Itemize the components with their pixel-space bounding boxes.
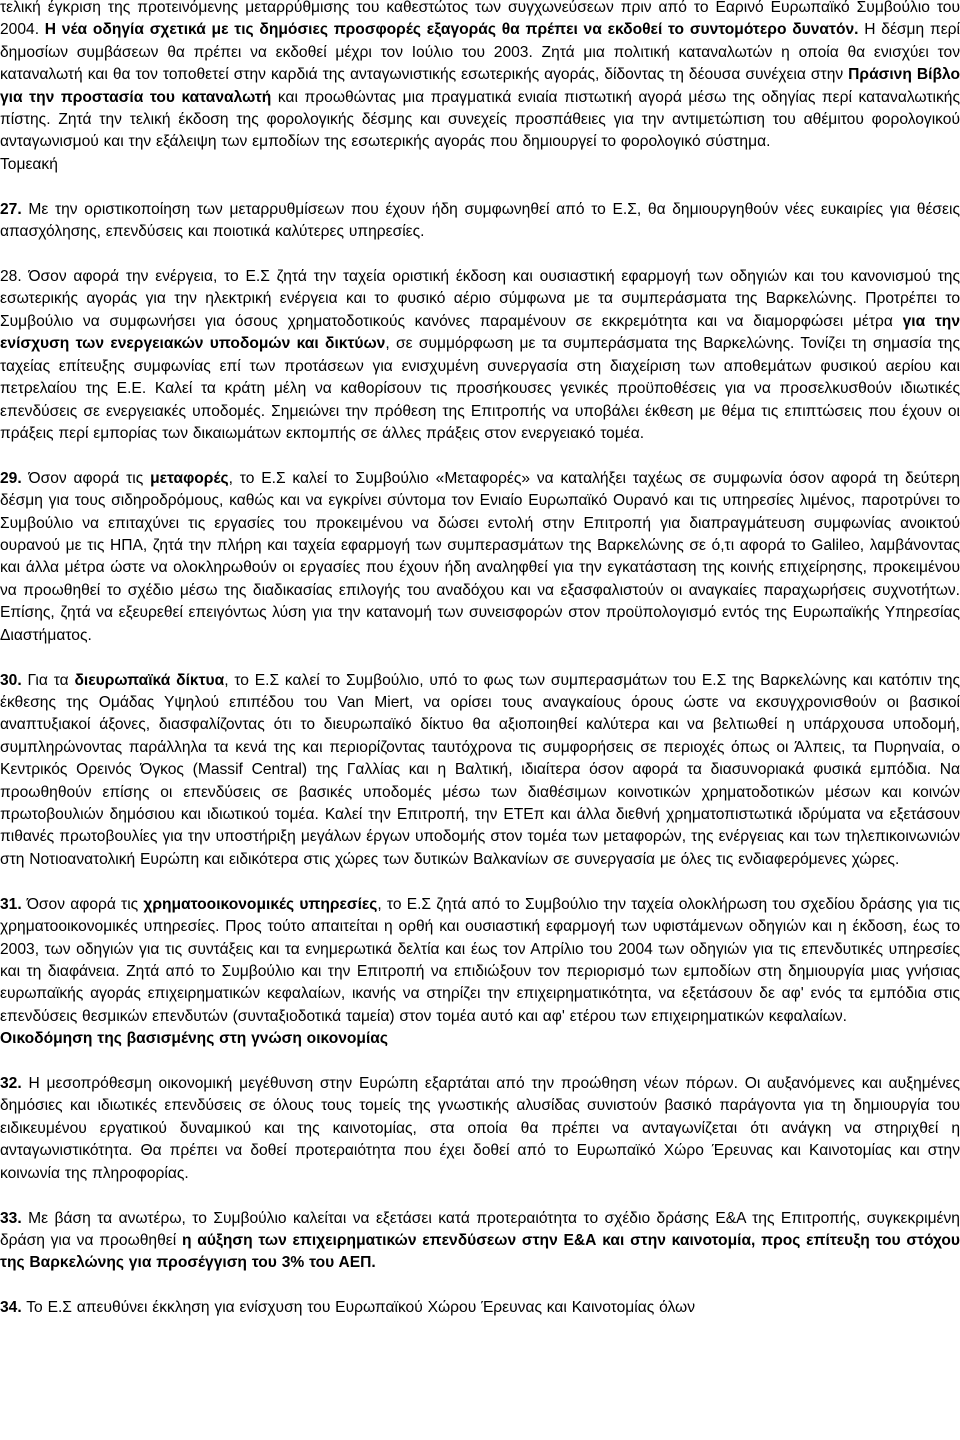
paragraph-bold-1: διευρωπαϊκά δίκτυα (74, 671, 225, 689)
paragraph-text-1: Με βάση τα ανωτέρω, το Συμβούλιο καλείται να εξετάσει κατά προτεραιότητα το σχέδιο δράσης Ε&Α της Επιτροπής, συγκεκριμένη δράση για να προωθηθεί (0, 1209, 960, 1249)
paragraph-text-2: , το Ε.Σ ζητά από το Συμβούλιο την ταχεία ολοκλήρωση του σχεδίου δράσης για τις χρηματοοικονομικές υπηρεσίες. Προς τούτο απαιτείται η ορθή και ουσιαστική εφαρμογή των υφιστάμενων οδηγιών και η έκδοση, έως το 2003, των οδηγιών για τις συντάξεις και τα ενημερωτικά δελτία και έως τον Απρίλιο του 2004 των οδηγιών για τις επενδυτικές υπηρεσίες και τη διαφάνεια. Ζητά από το Συμβούλιο και την Επιτροπή να επιδιώξουν τον περιορισμό των εμποδίων στη δημιουργία μιας γνήσιας ευρωπαϊκής αγοράς επιχειρηματικών κεφαλαίων, ικανής να στηρίζει την επιχειρηματικότητα, να εξετάσουν δε αφ' ενός τα εμπόδια στις επενδύσεις θεσμικών επενδυτών (συνταξιοδοτικά ταμεία) στον τομέα αυτό και αφ' ετέρου των επιχειρηματικών κεφαλαίων. (0, 895, 960, 1025)
paragraph-bold-1: μεταφορές (150, 469, 229, 487)
section-title-sectoral: Τομεακή (0, 155, 58, 173)
paragraph-text-1: Όσον αφορά την ενέργεια, το Ε.Σ ζητά την ταχεία οριστική έκδοση και ουσιαστική εφαρμογή των οδηγιών και του κανονισμού της εσωτερικής αγοράς για την ηλεκτρική ενέργεια και το φυσικό αέριο σύμφωνα με τα συμπεράσματα της Βαρκελώνης. Προτρέπει το Συμβούλιο να συμφωνήσει για όσους χρηματοδοτικούς κανόνες παραμένουν σε εκκρεμότητα και να διαμορφώσει μέτρα (0, 268, 960, 330)
heading-knowledge-economy: Οικοδόμηση της βασισμένης στη γνώση οικονομίας (0, 1030, 389, 1048)
paragraph-31 (0, 894, 960, 1028)
intro-text-2: Η δέσμη περί δημοσίων συμβάσεων θα πρέπει να εκδοθεί μέχρι τον Ιούλιο του 2003. Ζητά μια πολιτική καταναλωτών η οποία θα ενισχύει τον καταναλωτή και θα τον τοποθετεί στην καρδιά της ανταγωνιστικής εσωτερικής αγοράς, δίδοντας τη δέουσα συνέχεια στην (0, 21, 960, 84)
intro-text-1: τελική έγκριση της προτεινόμενης μεταρρύθμισης του καθεστώτος των συγχωνεύσεων πριν από το Εαρινό Ευρωπαϊκό Συμβούλιο του 2004. (0, 0, 960, 39)
paragraph-number: 32. (0, 1075, 22, 1093)
intro-bold-2: Πράσινη Βίβλο για την προστασία του καταναλωτή (0, 66, 960, 106)
paragraph-text-2: , το Ε.Σ καλεί το Συμβούλιο, υπό το φως των συμπερασμάτων του Ε.Σ της Βαρκελώνης και κατόπιν της έκθεσης της Ομάδας Υψηλού επιπέδου του Van Miert, να ορίσει τους αναγκαίους όρους ώστε να εκσυγχρονισθούν οι βασικοί αναπτυξιακοί άξονες, διασφαλίζοντας ότι το διευρωπαϊκό δίκτυο θα αξιοποιηθεί καλύτερα και να βελτιωθεί η υπάρχουσα υποδομή, συμπληρώνοντας παράλληλα τα κενά της και περιορίζοντας ταυτόχρονα τις συμφορήσεις σε περιοχές όπως οι Άλπεις, τα Πυρηναία, ο Κεντρικός Ορεινός Όγκος (Massif Central) της Γαλλίας και η Βαλτική, ιδιαίτερα όσον αφορά τα διασυνοριακά φυσικά εμπόδια. Να προωθηθούν επίσης οι επενδύσεις σε βασικές υποδομές μέσω των διαθέσιμων κοινοτικών χρηματοδοτικών μέσων και κοινών πρωτοβουλιών δημόσιου και ιδιωτικού τομέα. Καλεί την Επιτροπή, την ΕΤΕπ και άλλα διεθνή χρηματοπιστωτικά ιδρύματα να εξετάσουν πιθανές πρωτοβουλίες για την υποστήριξη μεγάλων έργων υποδομής στον τομέα των μεταφορών, της ενέργειας και των τηλεπικοινωνιών στη Νοτιοανατολική Ευρώπη και ειδικότερα στις χώρες των δυτικών Βαλκανίων σε συνεργασία με όλες τις ενδιαφερόμενες χώρες. (0, 671, 960, 868)
paragraph-number: 30. (0, 671, 22, 689)
paragraph-number: 29. (0, 469, 22, 487)
paragraph-bold-1: η αύξηση των επιχειρηματικών επενδύσεων στην Ε&Α και στην καινοτομία, προς επίτευξη του στόχου της Βαρκελώνης για προσέγγιση του 3% του ΑΕΠ. (0, 1232, 960, 1272)
paragraph-number: 28. (0, 268, 22, 286)
paragraph-32 (0, 1073, 960, 1185)
intro-bold-1: Η νέα οδηγία σχετικά με τις δημόσιες προσφορές εξαγοράς θα πρέπει να εκδοθεί το συντομότερο δυνατόν. (44, 21, 859, 39)
paragraph-34 (0, 1297, 960, 1319)
paragraph-bold-1: για την ενίσχυση των ενεργειακών υποδομών και δικτύων (0, 312, 960, 353)
paragraph-text-1: Όσον αφορά τις (28, 469, 144, 487)
paragraph-intro (0, 0, 960, 154)
paragraph-30 (0, 670, 960, 872)
paragraph-bold-1: χρηματοοικονομικές υπηρεσίες (143, 895, 378, 913)
intro-text-3: και προωθώντας μια πραγματικά ενιαία πιστωτική αγορά μέσω της οδηγίας περί καταναλωτικής πίστης. Ζητά την τελική έκδοση της φορολογικής δέσμης και συνεχείς προσπάθειες για την αντιμετώπιση του αθέμιτου φορολογικού ανταγωνισμού και την εξάλειψη των εμποδίων της εσωτερικής αγοράς που δημιουργεί το φορολογικό σύστημα. (0, 88, 960, 151)
paragraph-text: Η μεσοπρόθεσμη οικονομική μεγέθυνση στην Ευρώπη εξαρτάται από την προώθηση νέων πόρων. Οι αυξανόμενες και αυξημένες δημόσιες και ιδιωτικές επενδύσεις σε όλους τους τομείς της γνωστικής αλυσίδας συνιστούν βασικό παράγοντα για τη δημιουργία του ειδικευμένου εργατικού δυναμικού και της καινοτομίας, στα οποία θα πρέπει να ανταγωνίζεται ότι ανάγκη να στηριχθεί η ανταγωνιστικότητα. Θα πρέπει να δοθεί προτεραιότητα που έχει δοθεί από το Ευρωπαϊκό Χώρο Έρευνας και Καινοτομίας και στην κοινωνία της πληροφορίας. (0, 1075, 960, 1182)
paragraph-text-2: , το Ε.Σ καλεί το Συμβούλιο «Μεταφορές» να καταλήξει ταχέως σε συμφωνία όσον αφορά τη δεύτερη δέσμη για τους σιδηροδρόμους, καθώς και να εγκρίνει σύντομα τον Ενιαίο Ευρωπαϊκό Ουρανό και τις υπηρεσίες λιμένος, παροτρύνει το Συμβούλιο να επιταχύνει τις εργασίες του προκειμένου να δώσει εντολή στην Επιτροπή για διαπραγμάτευση συμφωνίας ανοικτού ουρανού με τις ΗΠΑ, ζητά την πλήρη και ταχεία εφαρμογή των συμπερασμάτων της Βαρκελώνης σε ό,τι αφορά το Galileo, λαμβάνοντας και άλλα μέτρα ώστε να ολοκληρωθούν οι εργασίες που έχουν ήδη αναληφθεί για την εγκατάσταση της κοινής επιχείρησης, προκειμένου να προωθηθεί το σχέδιο μέσω της διαδικασίας επιλογής του αναδόχου και να εξασφαλιστούν οι αναγκαίες παραχωρήσεις συχνοτήτων. Επίσης, ζητά να εξευρεθεί επειγόντως λύση για την κατανομή των συνεισφορών στον προϋπολογισμό εντός της Ευρωπαϊκής Υπηρεσίας Διαστήματος. (0, 469, 960, 644)
paragraph-27 (0, 199, 960, 244)
paragraph-number: 33. (0, 1209, 22, 1227)
paragraph-text: Το Ε.Σ απευθύνει έκκληση για ενίσχυση του Ευρωπαϊκού Χώρου Έρευνας και Καινοτομίας όλων (26, 1299, 695, 1317)
paragraph-text: Με την οριστικοποίηση των μεταρρυθμίσεων που έχουν ήδη συμφωνηθεί από το Ε.Σ, θα δημιουργηθούν νέες ευκαιρίες για θέσεις απασχόλησης, επενδύσεις και ποιοτικά καλύτερες υπηρεσίες. (0, 200, 960, 241)
paragraph-text-2: , σε συμμόρφωση με τα συμπεράσματα της Βαρκελώνης. Τονίζει τη σημασία της ταχείας επίτευξης συμφωνίας επί των προτάσεων για ενισχυμένη συνεργασία στη διαχείριση των αποθεμάτων φυσικού αερίου και πετρελαίου της Ε.Ε. Καλεί τα κράτη μέλη να καθορίσουν τις προσήκουσες γενικές προϋποθέσεις για να προσελκυσθούν ιδιωτικές επενδύσεις σε ενεργειακές υποδομές. Σημειώνει την πρόθεση της Επιτροπής να υποβάλει έκθεση με θέμα τις επιπτώσεις που έχουν οι πράξεις περί εμπορίας των δικαιωμάτων εκπομπής σε άλλες πράξεις στον ενεργειακό τομέα. (0, 335, 960, 442)
paragraph-28 (0, 266, 960, 445)
paragraph-number: 27. (0, 200, 22, 218)
paragraph-text-1: Για τα (27, 671, 69, 689)
paragraph-33 (0, 1208, 960, 1275)
paragraph-number: 31. (0, 895, 22, 913)
paragraph-number: 34. (0, 1299, 22, 1317)
paragraph-text-1: Όσον αφορά τις (26, 895, 139, 913)
paragraph-29 (0, 468, 960, 647)
